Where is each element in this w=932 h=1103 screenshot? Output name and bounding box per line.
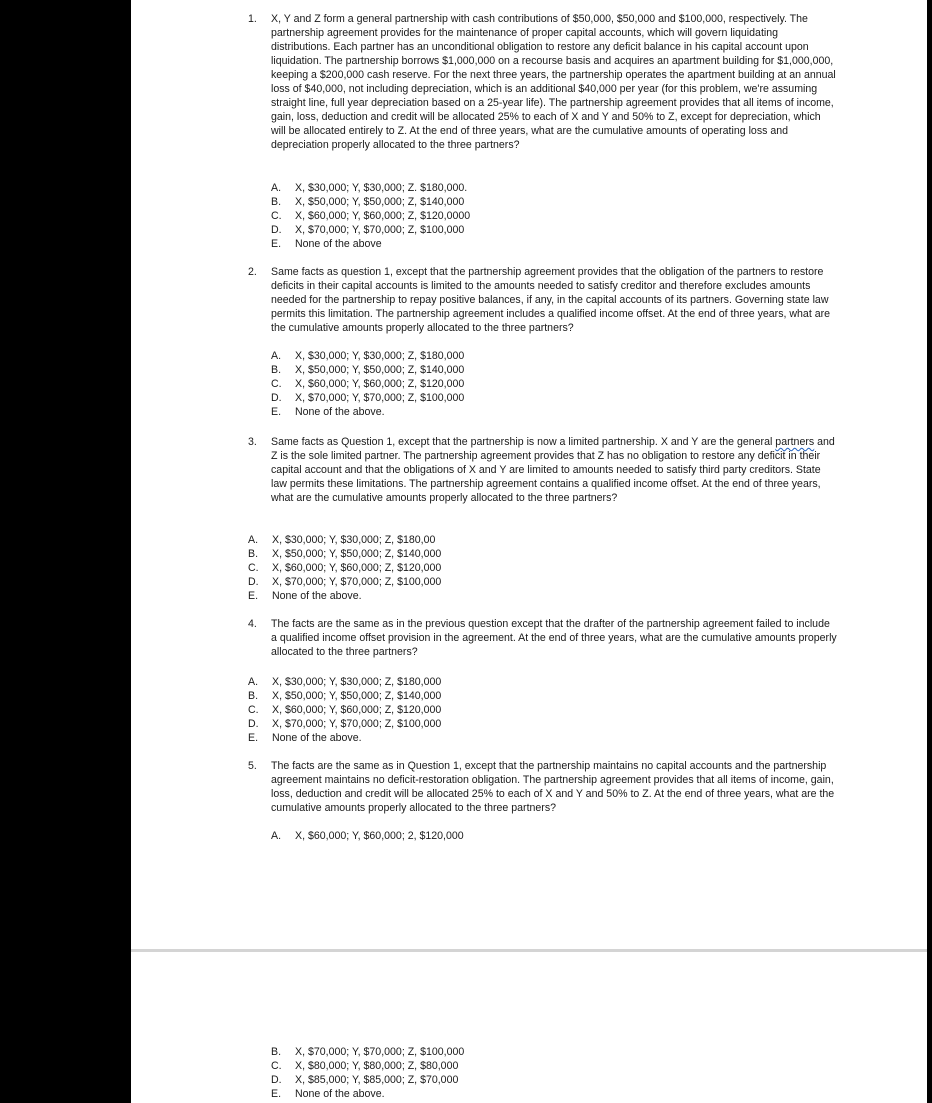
choice-4b[interactable]: B. X, $50,000; Y, $50,000; Z, $140,000 [248,690,442,702]
question-5-choices-page-2 [271,1045,464,1101]
choice-4c[interactable]: C. X, $60,000; Y, $60,000; Z, $120,000 [248,704,442,716]
question-3-text: Same facts as Question 1, except that the partnership is now a limited partnership. X and Y are the general partners and Z is the sole limited partner. The partnership agreement provides that Z has no obligation to restore any deficit in their capital account and that the obligations of X and Y are limited to amounts needed to satisfy third party creditors. State law permits these limitations. The partnership agreement contains a qualified income offset. At the end of three years, what are the cumulative amounts properly allocated to the three partners? [271,436,835,504]
choice-5a[interactable]: A. X, $60,000; Y, $60,000; 2, $120,000 [271,830,464,842]
question-4-text: The facts are the same as in the previous question except that the drafter of the partnership agreement failed to include a qualified income offset provision in the agreement. At the end of three years, what are the cumulative amounts properly allocated to the three partners? [271,618,837,658]
choice-2d[interactable]: D. X, $70,000; Y, $70,000; Z, $100,000 [271,392,465,404]
choice-3a[interactable]: A. X, $30,000; Y, $30,000; Z, $180,00 [248,534,436,546]
choice-2c[interactable]: C. X, $60,000; Y, $60,000; Z, $120,000 [271,378,465,390]
question-4-choices [248,675,441,745]
question-1-number: 1. [248,13,257,25]
choice-5e[interactable]: E. None of the above. [271,1088,385,1100]
choice-5b[interactable]: B. X, $70,000; Y, $70,000; Z, $100,000 [271,1046,465,1058]
choice-1c[interactable]: C. X, $60,000; Y, $60,000; Z, $120,0000 [271,210,471,222]
question-3-number: 3. [248,436,257,448]
question-3-choices [248,533,441,603]
question-2-choices [271,349,464,419]
choice-5c[interactable]: C. X, $80,000; Y, $80,000; Z, $80,000 [271,1060,459,1072]
choice-1a[interactable]: A. X, $30,000; Y, $30,000; Z. $180,000. [271,182,468,194]
choice-3e[interactable]: E. None of the above. [248,590,362,602]
question-2-text: Same facts as question 1, except that the partnership agreement provides that the obligation of the partners to restore deficits in their capital accounts is limited to the amounts needed to satisfy creditor and therefore excludes amounts needed for the partnership to repay positive balances, if any, in the capital accounts of its partners. Governing state law permits this limitation. The partnership agreement includes a qualified income offset. At the end of three years, what are the cumulative amounts properly allocated to the three partners? [271,266,831,334]
choice-4d[interactable]: D. X, $70,000; Y, $70,000; Z, $100,000 [248,718,442,730]
choice-2e[interactable]: E. None of the above. [271,406,385,418]
page-2 [131,952,927,1103]
choice-4a[interactable]: A. X, $30,000; Y, $30,000; Z, $180,000 [248,676,442,688]
question-4-number: 4. [248,618,257,630]
choice-5d[interactable]: D. X, $85,000; Y, $85,000; Z, $70,000 [271,1074,459,1086]
choice-3c[interactable]: C. X, $60,000; Y, $60,000; Z, $120,000 [248,562,442,574]
question-5-number: 5. [248,760,257,772]
question-5-choices-page-1 [271,829,464,843]
question-1-choices [271,181,470,251]
question-1-text: X, Y and Z form a general partnership with cash contributions of $50,000, $50,000 and $100,000, respectively. The partnership agreement provides for the maintenance of proper capital accounts, which will govern liquidating distributions. Each partner has an unconditional obligation to restore any deficit balance in his capital account upon liquidation. The partnership borrows $1,000,000 on a recourse basis and acquires an apartment building for $1,000,000, keeping a $200,000 cash reserve. For the next three years, the partnership operates the apartment building at an annual loss of $40,000, not including depreciation, which is an additional $40,000 per year (for this problem, we're assuming straight line, full year depreciation based on a 25-year life). The partnership agreement provides that all items of income, gain, loss, deduction and credit will be allocated 25% to each of X and Y and 50% to Z, except for depreciation, which will be allocated entirely to Z. At the end of three years, what are the cumulative amounts of operating loss and depreciation properly allocated to the three partners? [271,13,836,151]
choice-2a[interactable]: A. X, $30,000; Y, $30,000; Z, $180,000 [271,350,465,362]
choice-2b[interactable]: B. X, $50,000; Y, $50,000; Z, $140,000 [271,364,465,376]
question-2-number: 2. [248,266,257,278]
choice-1b[interactable]: B. X, $50,000; Y, $50,000; Z, $140,000 [271,196,465,208]
choice-1d[interactable]: D. X, $70,000; Y, $70,000; Z, $100,000 [271,224,465,236]
choice-3b[interactable]: B. X, $50,000; Y, $50,000; Z, $140,000 [248,548,442,560]
question-5-text: The facts are the same as in Question 1, except that the partnership maintains no capital accounts and the partnership agreement maintains no deficit-restoration obligation. The partnership agreement provides that all items of income, gain, loss, deduction and credit will be allocated 25% to each of X and Y and 50% to Z. At the end of three years, what are the cumulative amounts properly allocated to the three partners? [271,760,835,814]
choice-4e[interactable]: E. None of the above. [248,732,362,744]
choice-3d[interactable]: D. X, $70,000; Y, $70,000; Z, $100,000 [248,576,442,588]
choice-1e[interactable]: E. None of the above [271,238,382,250]
spellcheck-flagged-word[interactable]: partners [775,436,815,448]
